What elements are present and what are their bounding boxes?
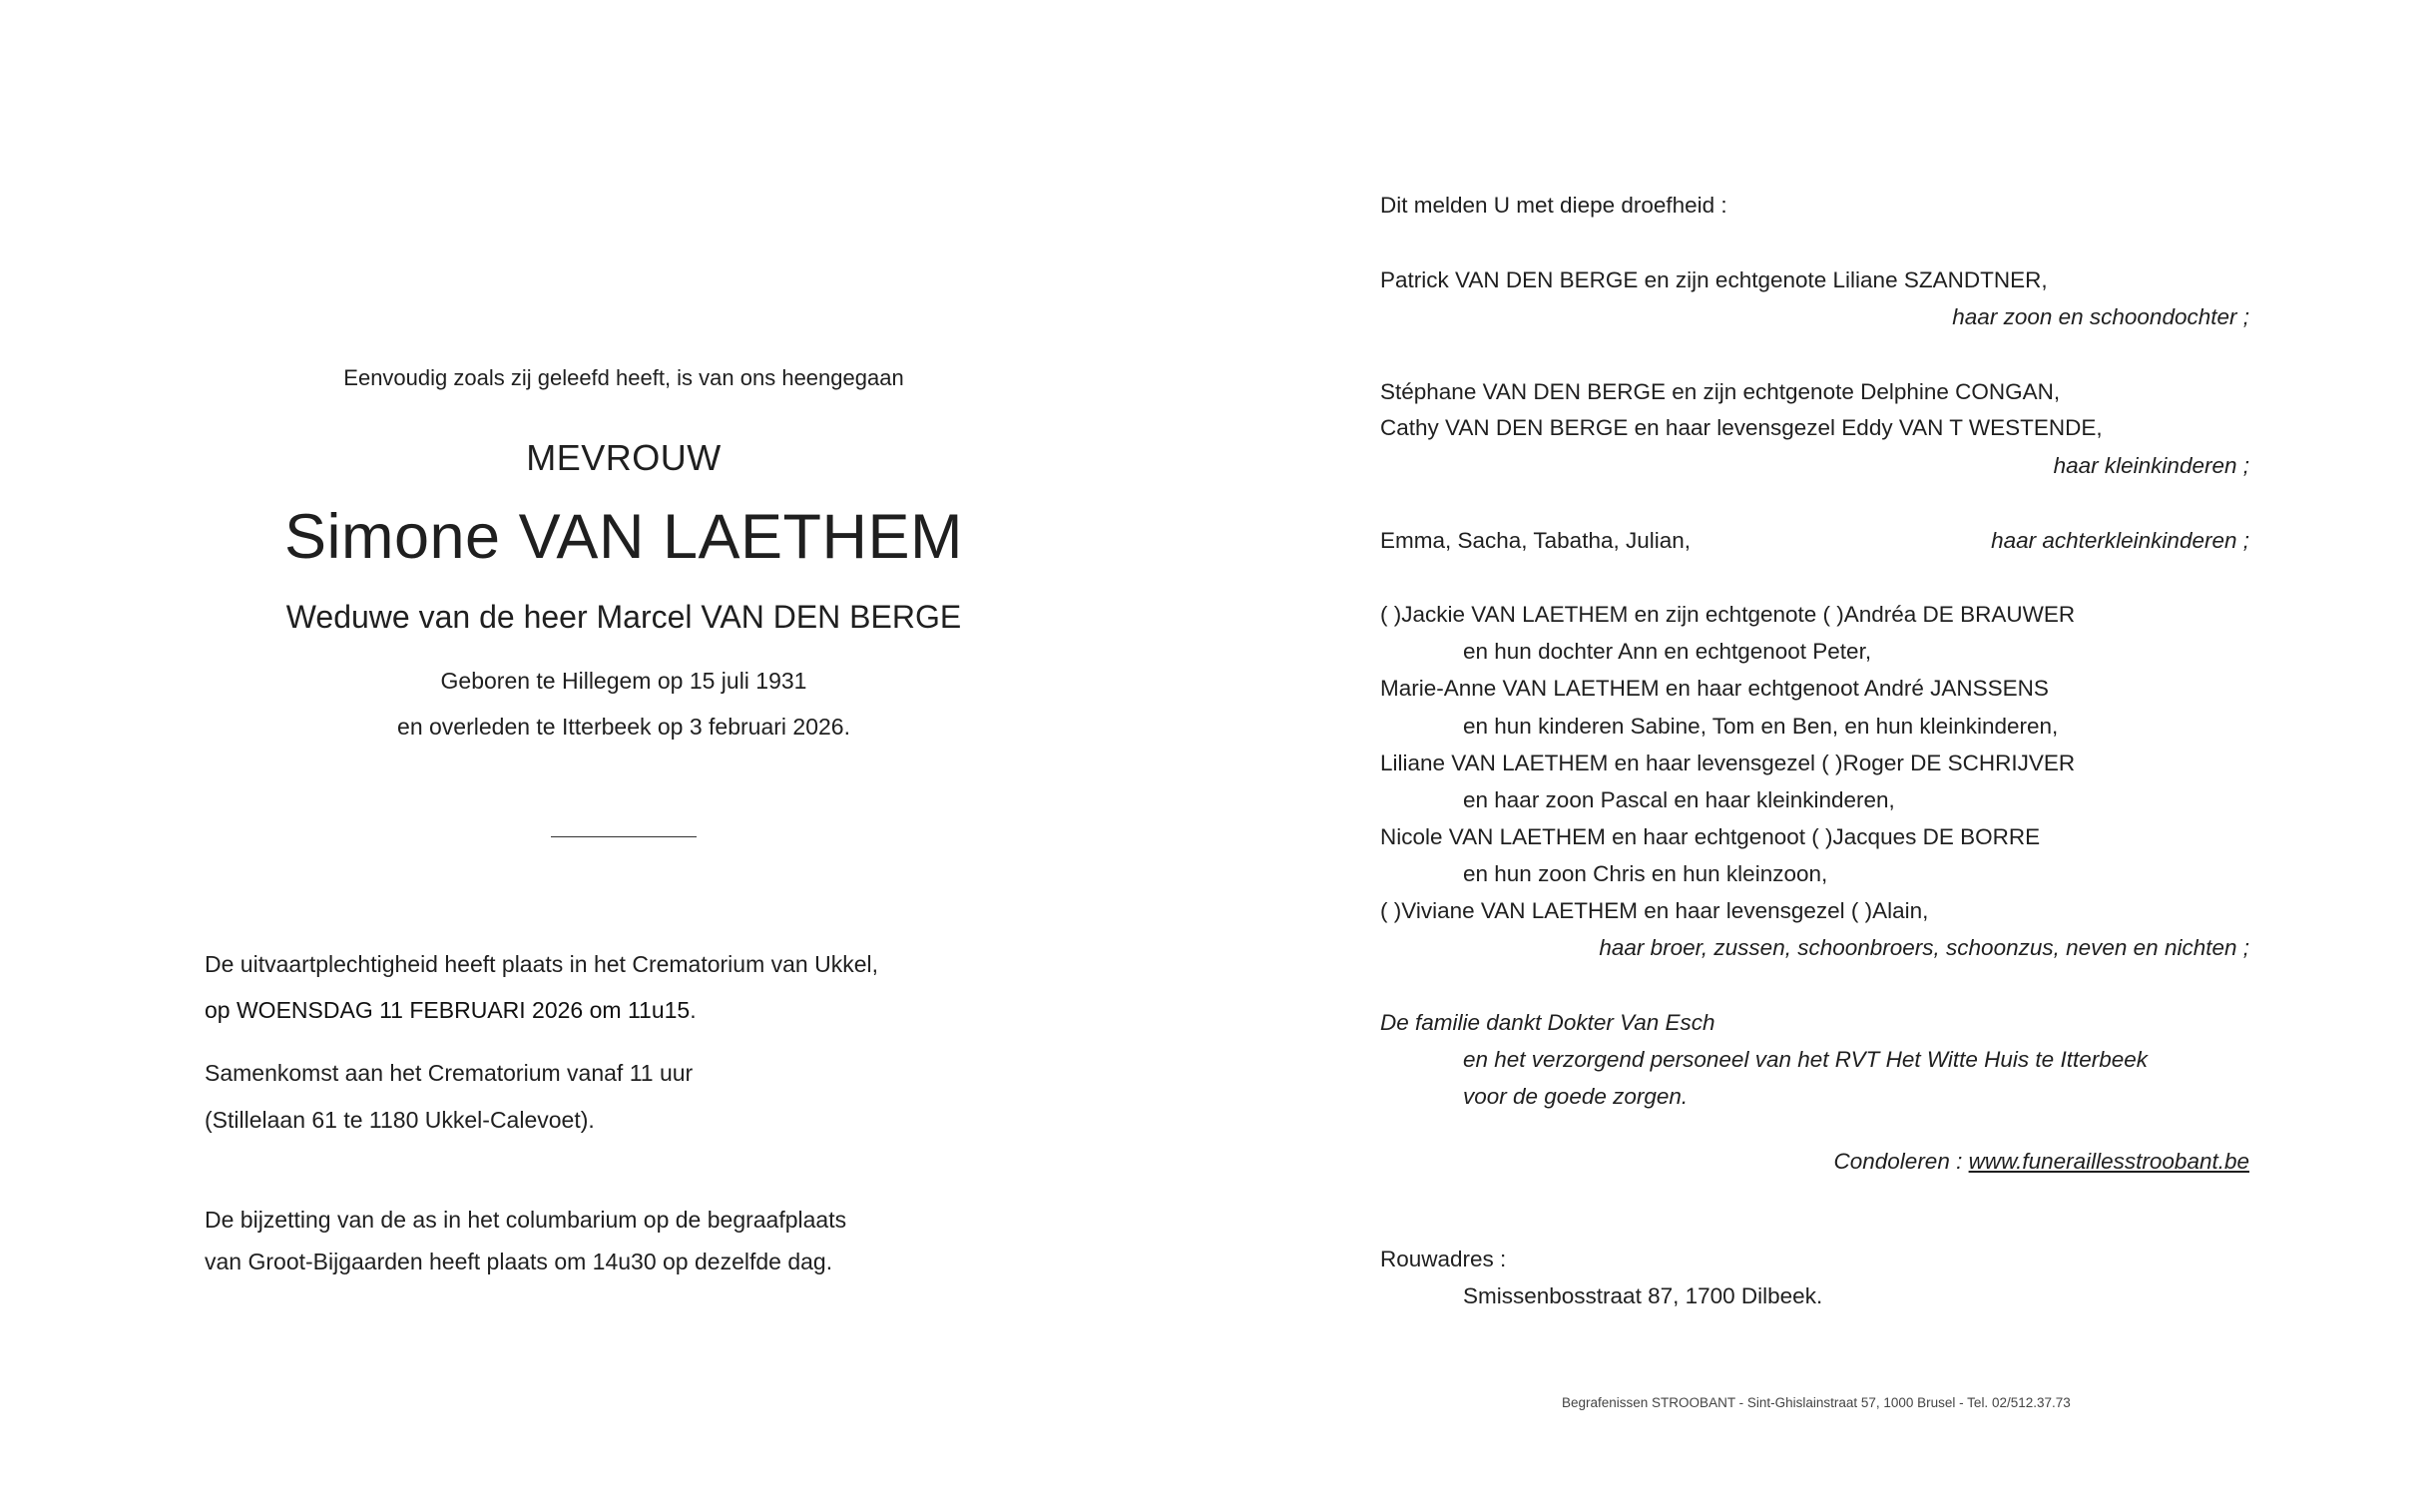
announcement: Dit melden U met diepe droefheid : xyxy=(1380,193,1727,218)
sibling-line: Marie-Anne VAN LAETHEM en haar echtgenoot André JANSSENS xyxy=(1380,676,2049,701)
divider xyxy=(551,836,697,837)
sibling-line: en hun zoon Chris en hun kleinzoon, xyxy=(1463,861,1828,886)
address-value: Smissenbosstraat 87, 1700 Dilbeek. xyxy=(1463,1283,1823,1308)
sibling-line: Liliane VAN LAETHEM en haar levensgezel ( )Roger DE SCHRIJVER xyxy=(1380,751,2076,775)
gathering-line-1: Samenkomst aan het Crematorium vanaf 11 uur xyxy=(205,1060,694,1086)
grandchild-line-2: Cathy VAN DEN BERGE en haar levensgezel Eddy VAN T WESTENDE, xyxy=(1380,415,2103,440)
gathering-line-2: (Stillelaan 61 te 1180 Ukkel-Calevoet). xyxy=(205,1107,595,1133)
thanks-line-3: voor de goede zorgen. xyxy=(1463,1084,1689,1109)
intro-text: Eenvoudig zoals zij geleefd heeft, is van ons heengegaan xyxy=(343,365,904,390)
sibling-line: ( )Jackie VAN LAETHEM en zijn echtgenote ( )Andréa DE BRAUWER xyxy=(1380,602,2076,627)
birth-line: Geboren te Hillegem op 15 juli 1931 xyxy=(440,668,807,694)
sibling-line: en haar zoon Pascal en haar kleinkinderen, xyxy=(1463,787,1895,812)
son-role: haar zoon en schoondochter ; xyxy=(1952,304,2249,329)
ceremony-line-1: De uitvaartplechtigheid heeft plaats in het Crematorium van Ukkel, xyxy=(205,951,879,977)
thanks-line-2: en het verzorgend personeel van het RVT Het Witte Huis te Itterbeek xyxy=(1463,1047,2148,1072)
burial-line-1: De bijzetting van de as in het columbarium op de begraafplaats xyxy=(205,1207,847,1233)
condolence-line xyxy=(1380,1149,2249,1175)
son-line: Patrick VAN DEN BERGE en zijn echtgenote Liliane SZANDTNER, xyxy=(1380,267,2048,292)
ceremony-date: op WOENSDAG 11 FEBRUARI 2026 om 11u15 xyxy=(205,997,691,1023)
ceremony-line-2 xyxy=(205,997,697,1024)
deceased-name: Simone VAN LAETHEM xyxy=(283,502,964,572)
sibling-line: en hun kinderen Sabine, Tom en Ben, en hun kleinkinderen, xyxy=(1463,714,2059,739)
sibling-line: Nicole VAN LAETHEM en haar echtgenoot ( )Jacques DE BORRE xyxy=(1380,824,2041,849)
thanks-line-1: De familie dankt Dokter Van Esch xyxy=(1380,1010,1715,1035)
great-grandchildren-line: Emma, Sacha, Tabatha, Julian, xyxy=(1380,528,1692,553)
condolence-link[interactable]: www.funeraillesstroobant.be xyxy=(1968,1149,2249,1174)
sibling-line: en hun dochter Ann en echtgenoot Peter, xyxy=(1463,639,1872,664)
honorific-title: MEVROUW xyxy=(526,437,722,478)
widow-of-line: Weduwe van de heer Marcel VAN DEN BERGE xyxy=(285,599,962,635)
great-grandchildren-role: haar achterkleinkinderen ; xyxy=(1991,528,2249,553)
grandchild-line-1: Stéphane VAN DEN BERGE en zijn echtgenote Delphine CONGAN, xyxy=(1380,379,2061,404)
footer-credit: Begrafenissen STROOBANT - Sint-Ghislainstraat 57, 1000 Brusel - Tel. 02/512.37.73 xyxy=(1562,1395,2071,1410)
ceremony-date-end: . xyxy=(690,997,697,1023)
condolence-label: Condoleren : xyxy=(1833,1149,1969,1174)
sibling-line: ( )Viviane VAN LAETHEM en haar levensgezel ( )Alain, xyxy=(1380,898,1929,923)
grandchildren-role: haar kleinkinderen ; xyxy=(2053,453,2249,478)
siblings-role: haar broer, zussen, schoonbroers, schoonzus, neven en nichten ; xyxy=(1599,935,2249,960)
death-line: en overleden te Itterbeek op 3 februari 2026. xyxy=(397,714,850,740)
address-label: Rouwadres : xyxy=(1380,1247,1507,1271)
burial-line-2: van Groot-Bijgaarden heeft plaats om 14u30 op dezelfde dag. xyxy=(205,1249,833,1274)
